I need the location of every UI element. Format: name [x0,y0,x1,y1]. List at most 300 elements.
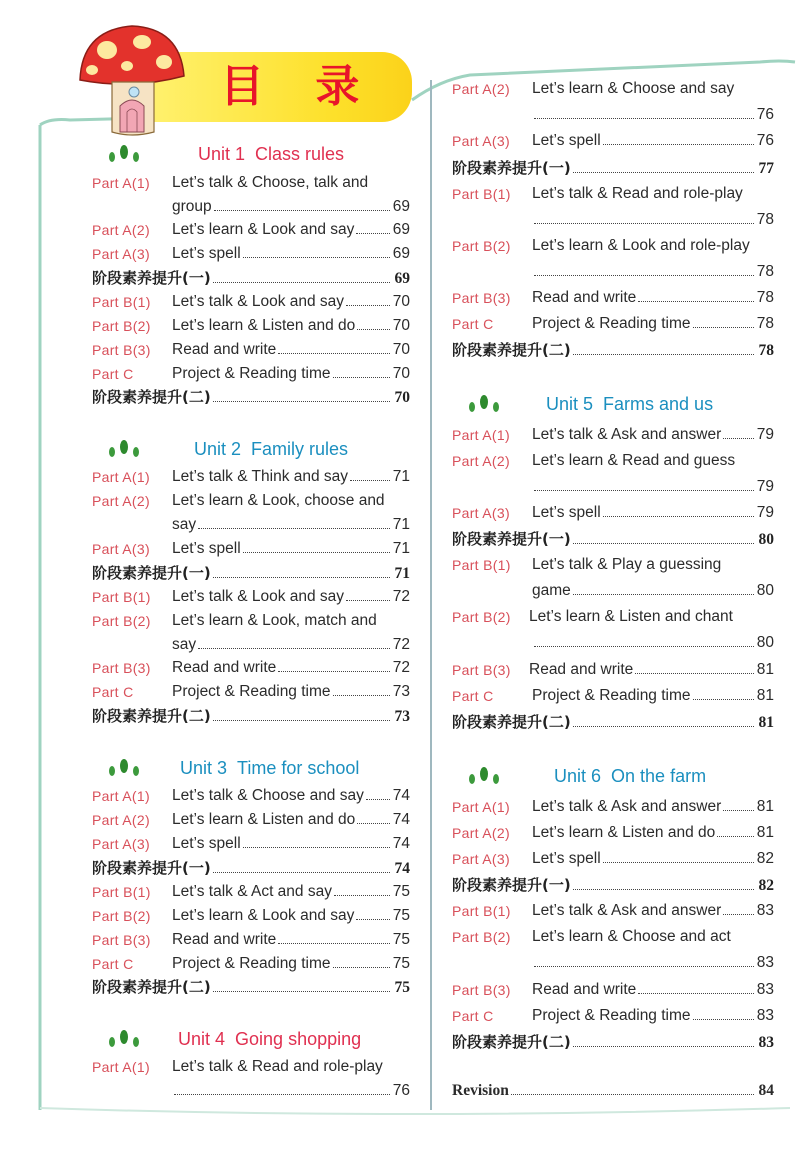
dot-leader [356,918,390,920]
page-number: 69 [392,198,410,215]
dot-leader [573,1045,754,1047]
page-number: 70 [392,293,410,310]
page-number: 81 [756,824,774,841]
page-number: 71 [392,516,410,533]
toc-entry[interactable] [92,538,410,560]
unit-name: Farms and us [603,394,714,414]
entry-title: Let’s learn & Choose and say [532,80,735,97]
toc-entry[interactable] [92,953,410,975]
page-number: 73 [394,708,410,725]
part-label: Part A(2) [92,493,150,509]
stage-review-entry[interactable] [92,705,410,727]
unit-heading [452,392,774,416]
page-number: 78 [756,263,774,280]
unit-heading [452,764,774,788]
page-number: 78 [758,342,774,359]
entry-title: Let’s spell [532,850,601,867]
page-number: 70 [392,365,410,382]
page-number: 74 [392,811,410,828]
dot-leader [243,551,390,553]
page-number: 70 [392,341,410,358]
stage-label: 阶段素养提升(二) [92,388,211,406]
toc-entry[interactable] [452,822,774,844]
entry-title: Project & Reading time [532,687,691,704]
dot-leader [534,645,754,647]
toc-entry[interactable] [452,502,774,524]
entry-title: Let’s talk & Look and say [172,588,345,605]
toc-entry[interactable] [452,78,774,100]
part-label: Part A(1) [92,469,150,485]
part-label: Part A(2) [452,81,510,97]
stage-label: 阶段素养提升(一) [452,876,571,894]
entry-title: Let’s spell [532,132,601,149]
dot-leader [723,913,754,915]
page-number: 72 [392,588,410,605]
dot-leader [534,117,754,119]
toc-entry[interactable] [92,809,410,831]
toc-entry[interactable] [92,315,410,337]
entry-title: Let’s spell [172,835,241,852]
toc-entry-continued[interactable] [452,632,774,654]
part-label: Part C [452,316,494,332]
unit-name: Time for school [237,758,360,778]
dot-leader [534,489,754,491]
toc-entry[interactable] [92,363,410,385]
dot-leader [213,281,390,283]
page-number: 75 [392,907,410,924]
toc-entry-continued[interactable] [452,104,774,126]
sprout-icon [464,766,504,786]
entry-title: Read and write [172,659,277,676]
unit-name: Class rules [255,144,345,164]
entry-title: Let’s learn & Look, choose and [172,492,385,509]
unit-number: Unit 4 [178,1029,226,1049]
page-number: 75 [392,931,410,948]
sprout-icon [104,439,144,459]
dot-leader [638,300,754,302]
stage-review-entry[interactable] [452,711,774,733]
part-label: Part B(1) [452,557,511,573]
sprout-icon [104,758,144,778]
page-number: 74 [392,787,410,804]
dot-leader [213,990,390,992]
entry-title: Read and write [172,931,277,948]
toc-entry[interactable] [452,979,774,1001]
toc-entry[interactable] [452,606,774,628]
part-label: Part C [92,366,134,382]
dot-leader [357,822,390,824]
part-label: Part B(3) [92,342,151,358]
dot-leader [573,725,754,727]
dot-leader [534,222,754,224]
entry-title: Let’s talk & Read and role-play [172,1058,383,1075]
toc-entry[interactable] [92,1056,410,1078]
part-label: Part B(2) [92,318,151,334]
page-number: 76 [756,106,774,123]
part-label: Part B(1) [92,294,151,310]
page-number: 83 [756,902,774,919]
dot-leader [334,894,390,896]
entry-title: Let’s talk & Think and say [172,468,349,485]
mushroom-house-icon [72,20,187,140]
entry-title-continued: say [172,516,197,533]
toc-entry-continued[interactable] [452,580,774,602]
entry-title: Let’s learn & Look and say [172,907,355,924]
dot-leader [573,542,754,544]
page-number: 70 [394,389,410,406]
part-label: Part A(1) [92,788,150,804]
page-number: 69 [392,245,410,262]
dot-leader [346,599,390,601]
stage-review-entry[interactable] [92,267,410,289]
entry-title: Let’s spell [172,540,241,557]
dot-leader [333,966,390,968]
part-label: Part A(3) [452,851,510,867]
page-number: 73 [392,683,410,700]
stage-label: 阶段素养提升(一) [452,159,571,177]
page-number: 84 [758,1082,774,1099]
toc-entry-continued[interactable] [92,634,410,656]
page-number: 77 [758,160,774,177]
entry-title: Let’s talk & Look and say [172,293,345,310]
entry-title: Project & Reading time [532,315,691,332]
stage-review-entry[interactable] [92,976,410,998]
toc-entry-continued[interactable] [452,476,774,498]
dot-leader [723,437,754,439]
stage-review-entry[interactable] [452,1031,774,1053]
unit-name: On the farm [611,766,707,786]
part-label: Part B(3) [452,982,511,998]
part-label: Part B(2) [452,609,511,625]
stage-review-entry[interactable] [92,386,410,408]
part-label: Part A(2) [92,812,150,828]
page-number: 69 [392,221,410,238]
page-number: 83 [756,1007,774,1024]
unit-name: Going shopping [235,1029,362,1049]
toc-entry[interactable] [92,929,410,951]
unit-number: Unit 5 [546,394,594,414]
stage-review-entry[interactable] [92,857,410,879]
entry-title: Let’s learn & Look and say [172,221,355,238]
toc-entry[interactable] [92,339,410,361]
page-number: 78 [756,289,774,306]
dot-leader [350,479,390,481]
dot-leader [214,209,390,211]
entry-title: Read and write [529,661,634,678]
stage-label: 阶段素养提升(一) [92,564,211,582]
dot-leader [278,942,390,944]
stage-label: 阶段素养提升(二) [452,713,571,731]
toc-entry[interactable] [452,313,774,335]
dot-leader [346,304,390,306]
dot-leader [357,328,390,330]
dot-leader [573,593,754,595]
entry-title: Let’s talk & Ask and answer [532,426,722,443]
toc-entry[interactable] [92,785,410,807]
stage-label: 阶段素养提升(二) [92,978,211,996]
entry-title: Let’s learn & Listen and do [172,317,356,334]
toc-entry[interactable] [452,130,774,152]
toc-entry[interactable] [92,490,410,512]
stage-label: 阶段素养提升(二) [452,341,571,359]
dot-leader [213,871,390,873]
part-label: Part A(3) [92,541,150,557]
page-number: 76 [756,132,774,149]
toc-entry[interactable] [452,659,774,681]
toc-entry[interactable] [452,424,774,446]
entry-title: Project & Reading time [532,1007,691,1024]
toc-entry-continued[interactable] [92,196,410,218]
dot-leader [603,861,754,863]
unit-number: Unit 1 [198,144,246,164]
page-number: 72 [392,659,410,676]
part-label: Part A(2) [452,453,510,469]
dot-leader [333,694,390,696]
unit-heading [92,142,410,166]
page-number: 81 [756,798,774,815]
unit-number: Unit 3 [180,758,228,778]
stage-label: 阶段素养提升(一) [92,859,211,877]
entry-title: Let’s learn & Listen and do [532,824,716,841]
toc-entry[interactable] [452,900,774,922]
page-number: 81 [756,661,774,678]
part-label: Part B(3) [92,660,151,676]
entry-title: Project & Reading time [172,955,331,972]
toc-entry[interactable] [92,219,410,241]
entry-title: Let’s talk & Act and say [172,883,332,900]
toc-entry[interactable] [92,881,410,903]
toc-entry[interactable] [452,235,774,257]
page-number: 72 [392,636,410,653]
dot-leader [243,846,390,848]
toc-entry-continued[interactable] [92,514,410,536]
stage-label: 阶段素养提升(一) [92,269,211,287]
toc-entry[interactable] [92,291,410,313]
page-number: 82 [758,877,774,894]
dot-leader [693,326,754,328]
part-label: Part A(3) [92,246,150,262]
dot-leader [717,835,754,837]
toc-entry[interactable] [452,848,774,870]
entry-title: Let’s talk & Choose and say [172,787,364,804]
revision-entry[interactable] [452,1080,774,1102]
sprout-icon [104,1029,144,1049]
toc-entry[interactable] [92,610,410,632]
toc-entry-continued[interactable] [452,952,774,974]
dot-leader [366,798,390,800]
part-label: Part B(1) [452,903,511,919]
dot-leader [243,256,390,258]
entry-title: Let’s learn & Choose and act [532,928,731,945]
part-label: Part A(2) [452,825,510,841]
toc-entry[interactable] [92,586,410,608]
page-number: 71 [392,540,410,557]
dot-leader [603,515,754,517]
entry-title: Let’s learn & Read and guess [532,452,736,469]
part-label: Part A(1) [452,427,510,443]
page-number: 83 [756,981,774,998]
part-label: Part A(1) [452,799,510,815]
stage-review-entry[interactable] [92,562,410,584]
entry-title: Let’s spell [172,245,241,262]
part-label: Part B(2) [452,238,511,254]
entry-title: Let’s talk & Choose, talk and [172,174,369,191]
entry-title: Let’s talk & Ask and answer [532,902,722,919]
part-label: Part C [92,956,134,972]
dot-leader [278,670,390,672]
dot-leader [213,719,390,721]
entry-title: Project & Reading time [172,365,331,382]
part-label: Part B(3) [452,290,511,306]
page-number: 71 [394,565,410,582]
page-number: 74 [392,835,410,852]
part-label: Part C [92,684,134,700]
entry-title-continued: group [172,198,212,215]
page-number: 79 [756,504,774,521]
part-label: Part B(2) [92,613,151,629]
column-divider [430,80,432,1110]
toc-entry[interactable] [452,554,774,576]
stage-label: 阶段素养提升(一) [452,530,571,548]
stage-label: 阶段素养提升(二) [452,1033,571,1051]
sprout-icon [104,144,144,164]
page-number: 70 [392,317,410,334]
part-label: Part A(1) [92,1059,150,1075]
dot-leader [573,171,754,173]
dot-leader [534,274,754,276]
stage-review-entry[interactable] [452,339,774,361]
page-title: 目 录 [220,61,378,112]
entry-title: Let’s learn & Listen and chant [529,608,733,625]
part-label: Part B(2) [92,908,151,924]
part-label: Part B(3) [92,932,151,948]
page-number: 83 [756,954,774,971]
page-number: 80 [756,634,774,651]
page-number: 74 [394,860,410,877]
dot-leader [198,647,390,649]
page-number: 79 [756,478,774,495]
toc-entry[interactable] [92,172,410,194]
entry-title-continued: game [532,582,571,599]
entry-title: Read and write [532,981,637,998]
toc-entry[interactable] [92,833,410,855]
part-label: Part A(3) [92,836,150,852]
page-number: 80 [756,582,774,599]
entry-title: Let’s learn & Look and role-play [532,237,750,254]
page-number: 75 [392,883,410,900]
part-label: Part B(1) [452,186,511,202]
part-label: Part C [452,1008,494,1024]
dot-leader [534,965,754,967]
dot-leader [693,1018,754,1020]
toc-entry[interactable] [92,466,410,488]
page-number: 78 [756,315,774,332]
stage-review-entry[interactable] [452,528,774,550]
entry-title: Let’s learn & Look, match and [172,612,377,629]
entry-title: Read and write [532,289,637,306]
unit-number: Unit 2 [194,439,242,459]
entry-title: Let’s learn & Listen and do [172,811,356,828]
page-number: 75 [392,955,410,972]
toc-entry[interactable] [92,905,410,927]
toc-entry-continued[interactable] [92,1080,410,1102]
page-number: 71 [392,468,410,485]
part-label: Part B(2) [452,929,511,945]
page-number: 76 [392,1082,410,1099]
toc-entry[interactable] [452,1005,774,1027]
part-label: Part B(3) [452,662,511,678]
part-label: Part A(3) [452,505,510,521]
page-number: 83 [758,1034,774,1051]
dot-leader [635,672,754,674]
entry-title: Let’s spell [532,504,601,521]
toc-entry-continued[interactable] [452,209,774,231]
page-number: 79 [756,426,774,443]
dot-leader [603,143,754,145]
toc-entry[interactable] [452,685,774,707]
part-label: Part C [452,688,494,704]
page-number: 81 [758,714,774,731]
toc-entry[interactable] [452,287,774,309]
sprout-icon [464,394,504,414]
page-number: 80 [758,531,774,548]
dot-leader [333,376,390,378]
toc-entry[interactable] [92,657,410,679]
part-label: Part B(1) [92,884,151,900]
entry-title: Let’s talk & Play a guessing [532,556,722,573]
toc-entry[interactable] [452,450,774,472]
entry-title: Let’s talk & Read and role-play [532,185,743,202]
dot-leader [511,1093,754,1095]
stage-review-entry[interactable] [452,874,774,896]
dot-leader [278,352,390,354]
unit-name: Family rules [251,439,349,459]
dot-leader [693,698,754,700]
part-label: Part B(1) [92,589,151,605]
part-label: Part A(1) [92,175,150,191]
stage-review-entry[interactable] [452,157,774,179]
toc-entry[interactable] [452,796,774,818]
entry-title-continued: say [172,636,197,653]
dot-leader [174,1093,390,1095]
part-label: Part A(3) [452,133,510,149]
stage-label: 阶段素养提升(二) [92,707,211,725]
dot-leader [723,809,754,811]
unit-heading [92,437,410,461]
dot-leader [573,353,754,355]
dot-leader [198,527,390,529]
toc-entry[interactable] [452,183,774,205]
toc-entry[interactable] [92,681,410,703]
dot-leader [356,232,390,234]
entry-title: Let’s talk & Ask and answer [532,798,722,815]
unit-number: Unit 6 [554,766,602,786]
dot-leader [573,888,754,890]
page-number: 81 [756,687,774,704]
dot-leader [638,992,754,994]
page-number: 82 [756,850,774,867]
dot-leader [213,400,390,402]
part-label: Part A(2) [92,222,150,238]
page-number: 75 [394,979,410,996]
revision-label: Revision [452,1082,509,1099]
toc-entry[interactable] [92,243,410,265]
entry-title: Project & Reading time [172,683,331,700]
toc-entry[interactable] [452,926,774,948]
toc-entry-continued[interactable] [452,261,774,283]
dot-leader [213,576,390,578]
unit-heading [92,1027,410,1051]
